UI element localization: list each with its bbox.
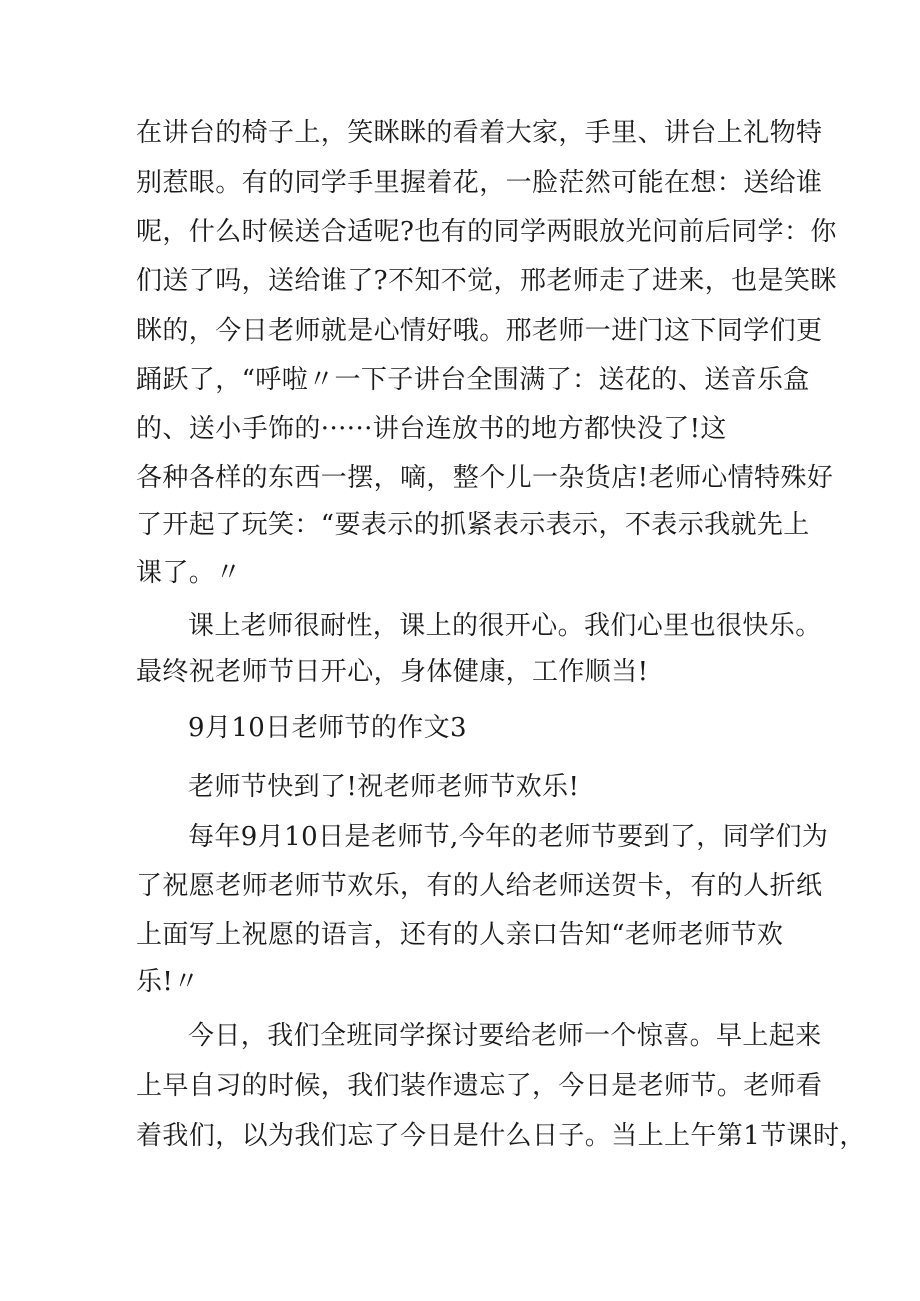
text-line: 每年9月10日是老师节,今年的老师节要到了，同学们为 xyxy=(188,822,829,852)
text-line: 呢，什么时候送合适呢?也有的同学两眼放光问前后同学：你 xyxy=(136,217,837,247)
text-line: 别惹眼。有的同学手里握着花，一脸茫然可能在想：送给谁 xyxy=(136,168,823,198)
text-line: 们送了吗，送给谁了?不知不觉，邢老师走了进来，也是笑眯 xyxy=(136,266,837,296)
text-line: 着我们，以为我们忘了今日是什么日子。当上上午第1节课时， xyxy=(136,1121,866,1151)
text-line: 上早自习的时候，我们装作遗忘了，今日是老师节。老师看 xyxy=(136,1071,823,1101)
text-line: 课上老师很耐性，课上的很开心。我们心里也很快乐。 xyxy=(188,611,822,641)
text-line: 今日，我们全班同学探讨要给老师一个惊喜。早上起来 xyxy=(188,1021,822,1051)
section-heading: 9月10日老师节的作文3 xyxy=(188,713,467,743)
text-line: 最终祝老师节日开心，身体健康，工作顺当! xyxy=(136,657,649,687)
text-line: 踊跃了，“呼啦〃一下子讲台全围满了：送花的、送音乐盒 xyxy=(136,365,810,395)
text-line: 乐!〃 xyxy=(136,967,200,997)
text-line: 课了。〃 xyxy=(136,558,242,588)
text-line: 了开起了玩笑：“要表示的抓紧表示表示，不表示我就先上 xyxy=(136,510,810,540)
text-line: 上面写上祝愿的语言，还有的人亲口告知“老师老师节欢 xyxy=(136,920,784,950)
text-line: 在讲台的椅子上，笑眯眯的看着大家，手里、讲台上礼物特 xyxy=(136,118,823,148)
text-line: 的、送小手饰的······讲台连放书的地方都快没了!这 xyxy=(136,414,727,444)
text-line: 了祝愿老师老师节欢乐，有的人给老师送贺卡，有的人折纸 xyxy=(136,871,823,901)
text-line: 各种各样的东西一摆，嘀，整个儿一杂货店!老师心情特殊好 xyxy=(136,463,834,493)
text-line: 老师节快到了!祝老师老师节欢乐! xyxy=(188,772,580,802)
text-line: 眯的，今日老师就是心情好哦。邢老师一进门这下同学们更 xyxy=(136,316,823,346)
